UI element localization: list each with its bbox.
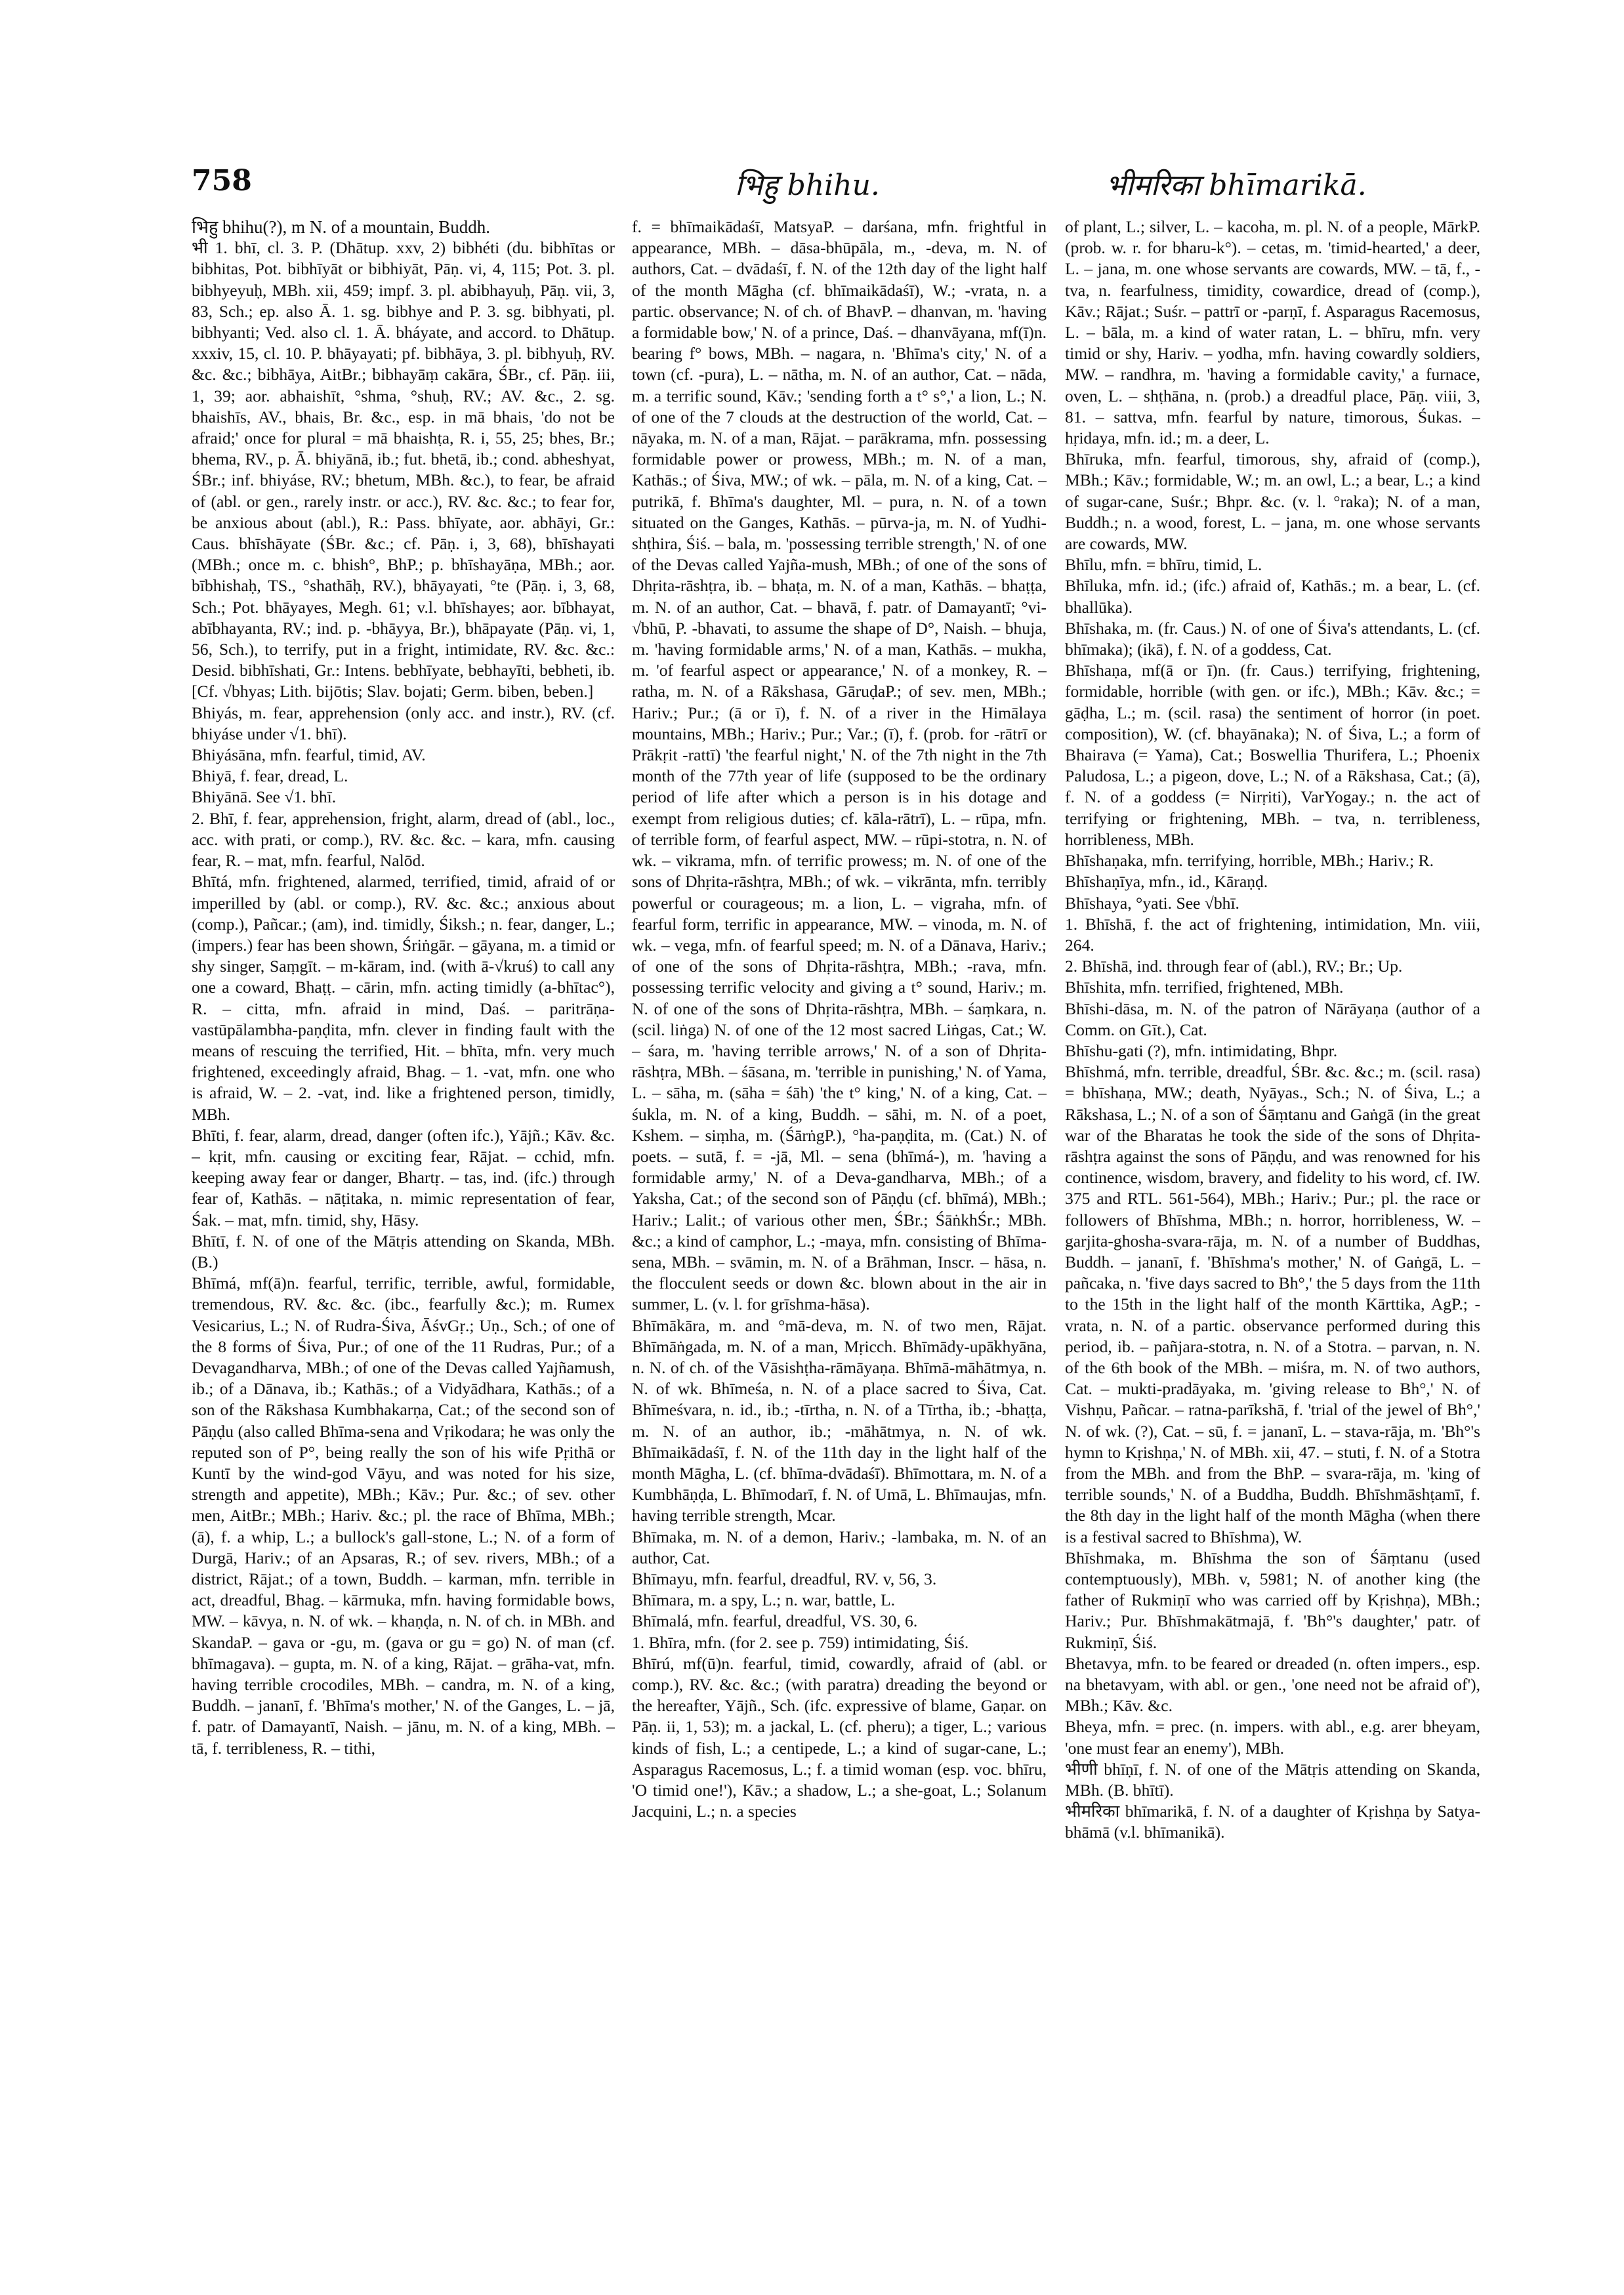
dictionary-entry: Bhiyás, m. fear, apprehension (only acc. and instr.), RV. (cf. bhiyáse under √1. bhī). [192,703,615,743]
dictionary-entry: f. = bhīmaikādaśī, MatsyaP. – darśana, mfn. frightful in appearance, MBh. – dāsa-bhūpāla, m., -deva, m. N. of authors, Cat. – dvādaśī, f. N. of the 12th day of the light half of the month Māgha (cf. bhīmaikādaśī), W.; -vrata, n. a partic. observance; N. of ch. of BhavP. – dhanvan, m. 'having a formidable bow,' N. of a prince, Daś. – dhanvāyana, mf(ī)n. bearing f° bows, MBh. – nagara, n. 'Bhīma's city,' N. of a town (cf. -pura), L. – nātha, m. N. of an author, Cat. – nāda, m. a terrific sound, Kāv.; 'sending forth a t° s°,' a lion, L.; N. of one of the 7 clouds at the destruction of the world, Cat. – nāyaka, m. N. of a man, Rājat. – parākrama, mfn. possessing formidable power or prowess, MBh.; m. N. of a man, Kathās.; of Śiva, MW.; of wk. – pāla, m. N. of a king, Cat. – putrikā, f. Bhīma's daughter, Ml. – pura, n. N. of a town situated on the Ganges, Kathās. – pūrva-ja, m. N. of Yudhi-shṭhira, Śiś. – bala, m. 'possessing terrible strength,' N. of one of the Devas called Yajña-mush, MBh.; of one of the sons of Dhṛita-rāshṭra, ib. – bhaṭa, m. N. of a man, Kathās. – bhaṭṭa, m. N. of an author, Cat. – bhavā, f. patr. of Damayantī; °vi-√bhū, P. -bhavati, to assume the shape of D°, Naish. – bhuja, m. 'having formidable arms,' N. of a man, Kathās. – mukha, m. 'of fearful aspect or appearance,' N. of a monkey, R. – ratha, m. N. of a Rākshasa, GāruḍaP.; of sev. men, MBh.; Hariv.; Pur.; (ā or ī), f. N. of a river in the Himālaya mountains, MBh.; Hariv.; Pur.; Var.; (ī), f. (prob. for -rātrī or Prākṛit -rattī) 'the fearful night,' N. of the 7th night in the 7th month of the 77th year of life (supposed to be the ordinary period of life after which a person is in his dotage and exempt from religious duties; cf. kāla-rātrī), L. – rūpa, mfn. of terrible form, of fearful aspect, MW. – rūpi-stotra, n. N. of wk. – vikrama, mfn. of terrific prowess; m. N. of one of the sons of Dhṛita-rāshṭra, MBh.; of wk. – vikrānta, mfn. terribly powerful or courageous; m. a lion, L. – vigraha, mfn. of fearful form, terrific in appearance, MW. – vinoda, m. N. of wk. – vega, mfn. of fearful speed; m. N. of a Dānava, Hariv.; of one of the sons of Dhṛita-rāshṭra, MBh.; -rava, mfn. possessing terrific velocity and giving a t° sound, Hariv.; m. N. of one of the sons of Dhṛita-rāshṭra, MBh. – śaṃkara, n. (scil. liṅga) N. of one of the 12 most sacred Liṅgas, Cat.; W. – śara, m. 'having terrible arrows,' N. of a son of Dhṛita-rāshṭra, MBh. – śāsana, m. 'terrible in punishing,' N. of Yama, L. – sāha, m. (sāha = śāh) 'the t° king,' N. of a king, Cat. – śukla, m. N. of a king, Buddh. – sāhi, m. N. of a poet, Kshem. – siṃha, m. (ŚārṅgP.), °ha-paṇḍita, m. (Cat.) N. of poets. – sutā, f. = -jā, Ml. – sena (bhīmá-), m. 'having a formidable army,' N. of a Deva-gandharva, MBh.; of a Yaksha, Cat.; of the second son of Pāṇḍu (cf. bhīmá), MBh.; Hariv.; Lalit.; of various other men, ŚBr.; ŚāṅkhŚr.; MBh. &c.; a kind of camphor, L.; -maya, mfn. consisting of Bhīma-sena, MBh. – svāmin, m. N. of a Brāhman, Inscr. – hāsa, n. the flocculent seeds or down &c. blown about in the air in summer, L. (v. l. for grīshma-hāsa). [632,217,1047,1314]
dictionary-entry: भीमरिका bhīmarikā, f. N. of a daughter of Kṛishṇa by Satya-bhāmā (v.l. bhīmanikā). [1065,1802,1480,1842]
dictionary-entry: Bhīshita, mfn. terrified, frightened, MBh. [1065,978,1344,997]
dictionary-entry: Bhītá, mfn. frightened, alarmed, terrified, timid, afraid of or imperilled by (abl. or comp.), RV. &c. &c.; anxious about (comp.), Pañcar.; (am), ind. timidly, Śiksh.; n. fear, danger, L.; (impers.) fear has been shown, Śriṅgār. – gāyana, m. a timid or shy singer, Saṃgīt. – m-kāram, ind. (with ā-√kruś) to call any one a coward, Bhaṭṭ. – cārin, mfn. acting timidly (a-bhītac°), R. – citta, mfn. afraid in mind, Daś. – paritrāṇa-vastūpālambha-paṇḍita, mfn. clever in finding fault with the means of rescuing the terrified, Hit. – bhīta, mfn. very much frightened, exceedingly afraid, Bhag. – 1. -vat, mfn. one who is afraid, W. – 2. -vat, ind. like a frightened person, timidly, MBh. [192,872,615,1124]
dictionary-entry: 1. Bhīshā, f. the act of frightening, intimidation, Mn. viii, 264. [1065,914,1480,955]
dictionary-entry: of plant, L.; silver, L. – kacoha, m. pl. N. of a people, MārkP. (prob. w. r. for bharu-k°). – cetas, m. 'timid-hearted,' a deer, L. – jana, m. one whose servants are cowards, MW. – tā, f., -tva, n. fearfulness, timidity, cowardice, dread of (comp.), Kāv.; Rājat.; Suśr. – pattrī or -parṇī, f. Asparagus Racemosus, L. – bāla, m. a kind of water ratan, L. – bhīru, mfn. very timid or shy, Hariv. – yodha, mfn. having cowardly soldiers, MW. – randhra, m. 'having a formidable cavity,' a furnace, oven, L. – shṭhāna, n. (prob.) a dreadful place, Pāṇ. viii, 3, 81. – sattva, mfn. fearful by nature, timorous, Śukas. – hṛidaya, mfn. id.; m. a deer, L. [1065,217,1480,448]
dictionary-entry: Bhīshmaka, m. Bhīshma the son of Śāṃtanu (used contemptuously), MBh. v, 5981; N. of another king (the father of Rukmiṇī who was carried off by Kṛishṇa), MBh.; Hariv.; Pur. Bhīshmakātmajā, f. 'Bh°'s daughter,' patr. of Rukmiṇī, Śiś. [1065,1548,1480,1652]
dictionary-entry: Bhīluka, mfn. id.; (ifc.) afraid of, Kathās.; m. a bear, L. (cf. bhallūka). [1065,576,1480,617]
column-3 [1065,217,1480,1844]
dictionary-entry: Bhīlu, mfn. = bhīru, timid, L. [1065,555,1262,575]
dictionary-entry: Bhīmalá, mfn. fearful, dreadful, VS. 30, 6. [632,1611,918,1631]
dictionary-entry: भिहु bhihu(?), m N. of a mountain, Buddh. [192,217,491,237]
column-2 [632,217,1047,1822]
page-number: 758 [192,164,252,197]
dictionary-entry: भी 1. bhī, cl. 3. P. (Dhātup. xxv, 2) bibhéti (du. bibhītas or bibhitas, Pot. bibhīyāt or bibhiyāt, Pāṇ. vi, 4, 115; Pot. 3. pl. bibhyeyuḥ, MBh. xii, 459; impf. 3. pl. abibhayuḥ, Pāṇ. vii, 3, 83, Sch.; ep. also Ā. 1. sg. bibhye and P. 3. sg. bibhyati, pl. bibhyanti; Ved. also cl. 1. Ā. bháyate, and accord. to Dhātup. xxxiv, 15, cl. 10. P. bhāyayati; pf. bibhāya, 3. pl. bibhyuḥ, RV. &c. &c.; bibhāya, AitBr.; bibhayāṃ cakāra, ŚBr., cf. Pāṇ. iii, 1, 39; aor. abhaishīt, °shma, °shuḥ, RV.; AV. &c., 2. sg. bhaishīs, AV., bhais, Br. &c., esp. in mā bhais, 'do not be afraid;' once for plural = mā bhaishṭa, R. i, 55, 25; bhes, Br.; bhema, RV., p. Ā. bhiyānā, ib.; fut. bhetā, ib.; cond. abheshyat, ŚBr.; inf. bhiyáse, RV.; bhetum, MBh. &c.), to fear, be afraid of (abl. or gen., rarely instr. or acc.), RV. &c. &c.; to fear for, be anxious about (abl.), R.: Pass. bhīyate, aor. abhāyi, Gr.: Caus. bhīshāyate (ŚBr. &c.; cf. Pāṇ. i, 3, 68), bhīshayati (MBh.; once m. c. bhish°, BhP.; p. bhīshayāṇa, MBh.; aor. bībhishaḥ, TS., °shathāḥ, RV.), bhāyayati, °te (Pāṇ. i, 3, 68, Sch.; Pot. bhāyayes, Megh. 61; v.l. bhīshayes; aor. bībhayat, abībhayanta, RV.; ind. p. -bhāyya, Br.), bhāpayate (Pāṇ. vi, 1, 56, Sch.), to terrify, put in a fright, intimidate, RV. &c. &c.: Desid. bibhīshati, Gr.: Intens. bebhīyate, bebhayīti, bebheti, ib. [Cf. √bhyas; Lith. bijōtis; Slav. bojati; Germ. biben, beben.] [192,238,615,701]
dictionary-entry: Bhīrú, mf(ū)n. fearful, timid, cowardly, afraid of (abl. or comp.), RV. &c. &c.; (with paratra) dreading the beyond or the hereafter, Yājñ., Sch. (ifc. expressive of blame, Gaṇar. on Pāṇ. ii, 1, 53); m. a jackal, L. (cf. pheru); a tiger, L.; various kinds of fish, L.; a centipede, L.; a kind of sugar-cane, L.; Asparagus Racemosus, L.; f. a timid woman (esp. voc. bhīru, 'O timid one!'), Kāv.; a shadow, L.; a she-goat, L.; Solanum Jacquini, L.; n. a species [632,1653,1047,1821]
dictionary-entry: Bhīshaya, °yati. See √bhī. [1065,893,1239,913]
dictionary-entry: Bhīshu-gati (?), mfn. intimidating, Bhpr. [1065,1041,1338,1060]
dictionary-entry: 2. Bhī, f. fear, apprehension, fright, alarm, dread of (abl., loc., acc. with prati, or comp.), RV. &c. &c. – kara, mfn. causing fear, R. – mat, mfn. fearful, Nalōd. [192,808,615,871]
dictionary-entry: Bhiyānā. See √1. bhī. [192,787,337,807]
column-1 [192,217,615,1759]
dictionary-entry: Bhīshmá, mfn. terrible, dreadful, ŚBr. &c. &c.; m. (scil. rasa) = bhīshaṇa, MW.; death, Nyāyas., Sch.; N. of Śiva, L.; a Rākshasa, L.; N. of a son of Śāṃtanu and Gaṅgā (in the great war of the Bharatas he took the side of the sons of Dhṛita-rāshṭra against the sons of Pāṇḍu, and was renowned for his continence, wisdom, bravery, and fidelity to his word, cf. IW. 375 and RTL. 561-564), MBh.; Hariv.; Pur.; pl. the race or followers of Bhīshma, MBh.; n. horror, horribleness, W. – garjita-ghosha-svara-rāja, m. N. of a number of Buddhas, Buddh. – jananī, f. 'Bhīshma's mother,' N. of Gaṅgā, L. – pañcaka, n. 'five days sacred to Bh°,' the 5 days from the 11th to the 15th in the light half of the month Kārttika, AgP.; -vrata, n. N. of a partic. observance performed during this period, ib. – pañjara-stotra, n. N. of a Stotra. – parvan, n. N. of the 6th book of the MBh. – miśra, m. N. of two authors, Cat. – mukti-pradāyaka, m. 'giving release to Bh°,' N. of Vishṇu, Pañcar. – ratna-parīkshā, f. 'trial of the jewel of Bh°,' N. of wk. (?), Cat. – sū, f. = jananī, L. – stava-rāja, m. 'Bh°'s hymn to Kṛishṇa,' N. of MBh. xii, 47. – stuti, f. N. of a Stotra from the MBh. and from the BhP. – svara-rāja, m. 'king of terrible sounds,' N. of a Buddha, Buddh. Bhīshmāshṭamī, f. the 8th day in the light half of the month Māgha (when there is a festival sacred to Bhīshma), W. [1065,1062,1480,1546]
dictionary-entry: Bhītī, f. N. of one of the Mātṛis attending on Skanda, MBh. (B.) [192,1231,615,1272]
dictionary-entry: Bhīshi-dāsa, m. N. of the patron of Nārāyaṇa (author of a Comm. on Gīt.), Cat. [1065,999,1480,1039]
dictionary-entry: Bhetavya, mfn. to be feared or dreaded (n. often impers., esp. na bhetavyam, with abl. or gen., 'one need not be afraid of'), MBh.; Kāv. &c. [1065,1653,1480,1716]
dictionary-entry: Bhīmá, mf(ā)n. fearful, terrific, terrible, awful, formidable, tremendous, RV. &c. &c. (ibc., fearfully &c.); m. Rumex Vesicarius, L.; N. of Rudra-Śiva, ĀśvGṛ.; Uṇ., Sch.; of one of the 8 forms of Śiva, Pur.; of one of the 11 Rudras, Pur.; of a Devagandharva, MBh.; of one of the Devas called Yajñamush, ib.; of a Dānava, ib.; Kathās.; of a Vidyādhara, Kathās.; of a son of the Rākshasa Kumbhakarṇa, Cat.; of the second son of Pāṇḍu (also called Bhīma-sena and Vṛikodara; he was only the reputed son of P°, being really the son of his wife Pṛithā or Kuntī by the wind-god Vāyu, and was noted for his size, strength and appetite), MBh.; Kāv.; Pur. &c.; of sev. other men, AitBr.; MBh.; Hariv. &c.; pl. the race of Bhīma, MBh.; (ā), f. a whip, L.; a bullock's gall-stone, L.; N. of a form of Durgā, Hariv.; of an Apsaras, R.; of sev. rivers, MBh.; of a district, Rājat.; of a town, Buddh. – karman, mfn. terrible in act, dreadful, Bhag. – kārmuka, mfn. having formidable bows, MW. – kāvya, n. N. of wk. – khaṇḍa, n. N. of ch. in MBh. and SkandaP. – gava or -gu, m. (gava or gu = go) N. of man (cf. bhīmagava). – gupta, m. N. of a king, Rājat. – grāha-vat, mfn. having terrible crocodiles, MBh. – candra, m. N. of a king, Buddh. – jananī, f. 'Bhīma's mother,' N. of the Ganges, L. – jā, f. patr. of Damayantī, Naish. – jānu, m. N. of a king, MBh. – tā, f. terribleness, R. – tithi, [192,1273,615,1758]
dictionary-entry: Bhīruka, mfn. fearful, timorous, shy, afraid of (comp.), MBh.; Kāv.; formidable, W.; m. an owl, L.; a bear, L.; a kind of sugar-cane, Suśr.; Bhpr. &c. (v. l. °raka); N. of a man, Buddh.; n. a wood, forest, L. – jana, m. one whose servants are cowards, MW. [1065,449,1480,554]
dictionary-entry: Bhīmayu, mfn. fearful, dreadful, RV. v, 56, 3. [632,1569,937,1588]
dictionary-entry: Bhīmara, m. a spy, L.; n. war, battle, L. [632,1590,896,1610]
right-running-headword: भीमरिका bhīmarikā. [1106,169,1367,202]
dictionary-entry: Bhīmaka, m. N. of a demon, Hariv.; -lambaka, m. N. of an author, Cat. [632,1527,1047,1567]
dictionary-entry: Bhīmākāra, m. and °mā-deva, m. N. of two men, Rājat. Bhīmāṅgada, m. N. of a man, Mṛicch. Bhīmādy-upākhyāna, n. N. of ch. of the Vāsishṭha-rāmāyaṇa. Bhīmā-māhātmya, n. N. of wk. Bhīmeśa, n. N. of a place sacred to Śiva, Cat. Bhīmeśvara, n. id., ib.; -tīrtha, n. N. of a Tīrtha, ib.; -bhaṭṭa, m. N. of an author, ib.; -māhātmya, n. N. of wk. Bhīmaikādaśī, f. N. of the 11th day in the light half of the month Māgha, L. (cf. bhīma-dvādaśī). Bhīmottara, m. N. of a Kumbhāṇḍa, L. Bhīmodarī, f. N. of Umā, L. Bhīmaujas, mfn. having terrible strength, Mcar. [632,1315,1047,1525]
dictionary-entry: Bhiyásāna, mfn. fearful, timid, AV. [192,745,426,765]
dictionary-entry: Bhīshaṇaka, mfn. terrifying, horrible, MBh.; Hariv.; R. [1065,851,1434,871]
dictionary-entry: Bhīshaka, m. (fr. Caus.) N. of one of Śiva's attendants, L. (cf. bhīmaka); (ikā), f. N. of a goddess, Cat. [1065,618,1480,659]
dictionary-entry: 1. Bhīra, mfn. (for 2. see p. 759) intimidating, Śiś. [632,1632,969,1652]
dictionary-entry: Bheya, mfn. = prec. (n. impers. with abl., e.g. arer bheyam, 'one must fear an enemy'), MBh. [1065,1717,1480,1758]
dictionary-entry: Bhīshaṇīya, mfn., id., Kāraṇḍ. [1065,872,1268,892]
dictionary-entry: Bhīti, f. fear, alarm, dread, danger (often ifc.), Yājñ.; Kāv. &c. – kṛit, mfn. causing or exciting fear, Rājat. – cchid, mfn. keeping away fear or danger, Bhartṛ. – tas, ind. (ifc.) through fear of, Kathās. – nāṭitaka, n. mimic representation of fear, Śak. – mat, mfn. timid, shy, Hāsy. [192,1125,615,1230]
dictionary-entry: भीणी bhīṇī, f. N. of one of the Mātṛis attending on Skanda, MBh. (B. bhītī). [1065,1759,1480,1800]
dictionary-entry: Bhīshaṇa, mf(ā or ī)n. (fr. Caus.) terrifying, frightening, formidable, horrible (with gen. or ifc.), MBh.; Kāv. &c.; = gāḍha, L.; m. (scil. rasa) the sentiment of horror (in poet. composition), W. (cf. bhayānaka); N. of Śiva, L.; a form of Bhairava (= Yama), Cat.; Boswellia Thurifera, L.; Phoenix Paludosa, L.; a pigeon, dove, L.; N. of a Rākshasa, Cat.; (ā), f. N. of a goddess (= Nirṛiti), VarYogay.; n. the act of terrifying or frightening, MBh. – tva, n. terribleness, horribleness, MBh. [1065,661,1480,849]
dictionary-entry: Bhiyā, f. fear, dread, L. [192,766,348,786]
left-running-headword: भिहु bhihu. [735,169,880,202]
dictionary-entry: 2. Bhīshā, ind. through fear of (abl.), RV.; Br.; Up. [1065,957,1403,976]
